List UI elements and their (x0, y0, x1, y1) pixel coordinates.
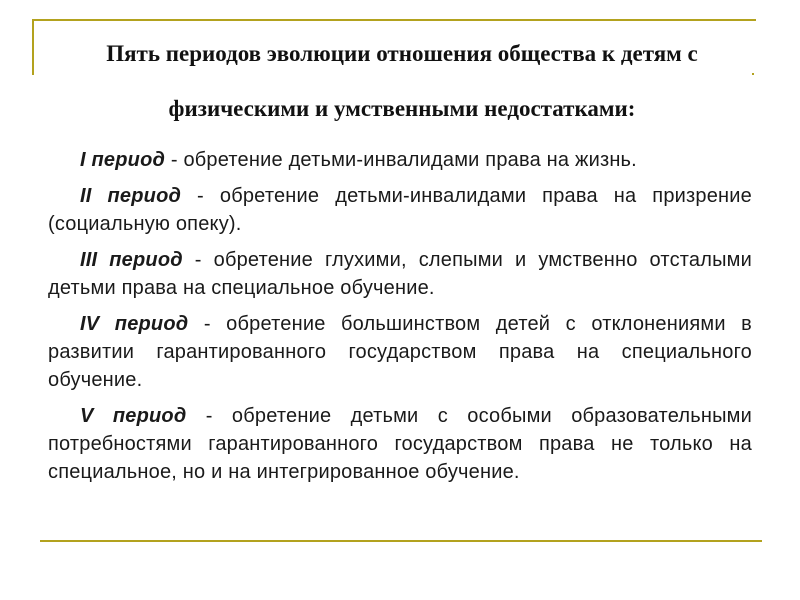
bottom-horizontal-line (40, 540, 762, 542)
period-1 (48, 146, 752, 174)
period-label: III период (80, 249, 183, 271)
period-text: - обретение детьми-инвалидами права на жизнь. (165, 149, 637, 171)
period-3 (48, 246, 752, 302)
title-line-2: физическими и умственными недостатками: (168, 96, 636, 121)
title-line-1: Пять периодов эволюции отношения общества к детям с (106, 41, 698, 66)
period-5 (48, 402, 752, 486)
period-text: - обретение глухими, слепыми и умственно отсталыми детьми права на специальное обучение. (48, 249, 752, 299)
period-text: - обретение детьми-инвалидами права на призрение (социальную опеку). (48, 185, 752, 235)
periods-list (48, 146, 752, 494)
left-vertical-line (32, 19, 34, 75)
period-label: I период (80, 149, 166, 171)
period-label: II период (80, 185, 182, 207)
period-4 (48, 310, 752, 394)
period-2 (48, 182, 752, 238)
top-horizontal-line (32, 19, 756, 21)
period-text: - обретение большинством детей с отклонениями в развитии гарантированного государством права на специального обучение. (48, 313, 752, 391)
slide-title (44, 26, 760, 136)
period-label: V период (80, 405, 187, 427)
period-text: - обретение детьми с особыми образовательными потребностями гарантированного государством права не только на специальное, но и на интегрированное обучение. (48, 405, 752, 483)
period-label: IV период (80, 313, 189, 335)
